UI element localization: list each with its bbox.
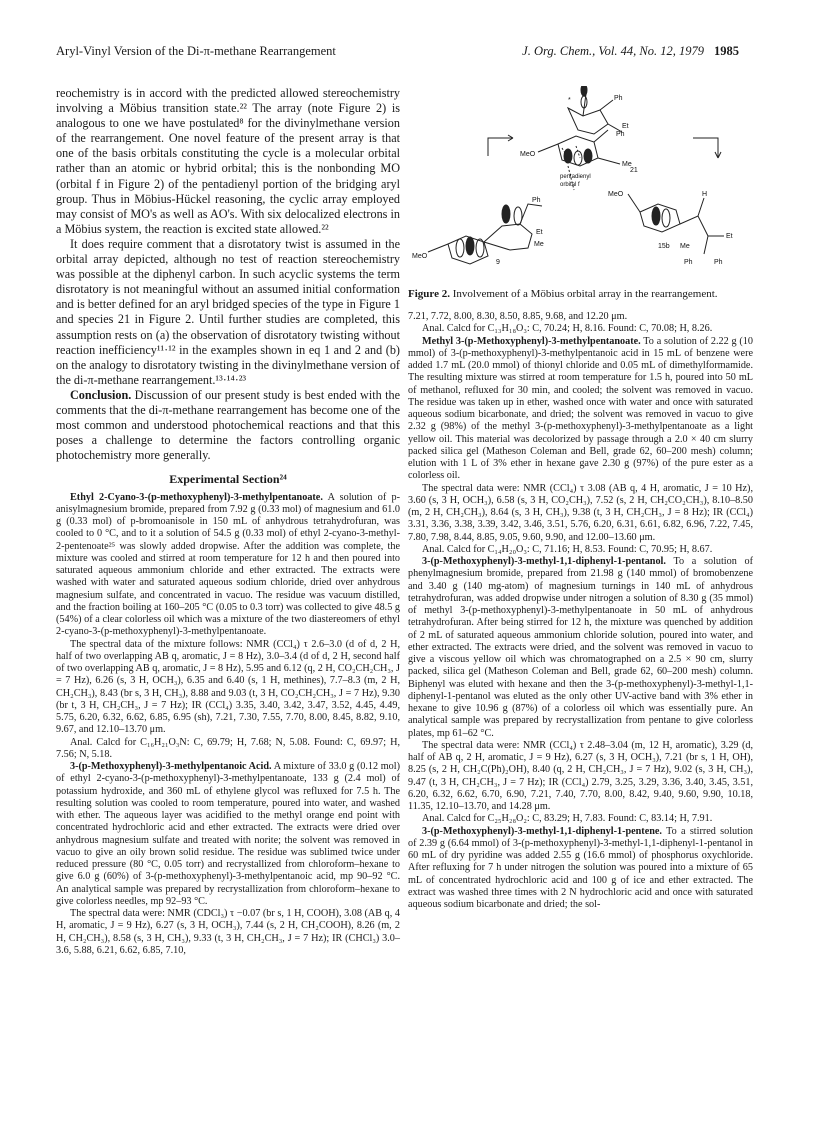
label-ph-left: Ph	[532, 197, 541, 204]
ethyl-analysis: Anal. Calcd for C₁₆H₂₁O₃N: C, 69.79; H, 7.68; N, 5.08. Found: C, 69.97; H, 7.56; N, 5.18.	[56, 736, 400, 760]
pentanol-analysis: Anal. Calcd for C₂₅H₂₈O₂: C, 83.29; H, 7.83. Found: C, 83.14; H, 7.91.	[422, 813, 713, 825]
caption-label: Figure 2.	[408, 288, 450, 300]
label-et-top: Et	[622, 123, 629, 130]
ethyl-procedure-text: A solution of p-anisylmagnesium bromide, prepared from 7.92 g (0.33 mol) of magnesium and 61.0 g (0.33 mol) of p-bromoanisole in 150 mL of anhydrous tetrahydrofuran, was cooled to 0 °C, and to it a solution of 54.5 g (0.33 mol) of ethyl 2-cyano-3-methyl-2-pentenoate²⁵ was slowly added dropwise. After the addition was complete, the mixture was cooled and stirred at room temperature for 12 h and then poured into saturated aqueous ammonium chloride and ether extracted. The extracts were washed with water and saturated aqueous sodium chloride, dried over anhydrous magnesium sulfate, and concentrated in vacuo. The residue was vacuum distilled, and the fraction boiling at 160–205 °C (0.05 to 0.3 torr) was collected to give 48.5 g (54%) of a clear colorless oil which was a mixture of the two diastereomers of ethyl 2-cyano-3-(p-methoxyphenyl)-3-methylpentanoate.	[56, 491, 400, 638]
pentanol-compound-heading: 3-(p-Methoxyphenyl)-3-methyl-1,1-diphenyl-1-pentanol.	[422, 556, 666, 567]
running-title: Aryl-Vinyl Version of the Di-π-methane Rearrangement	[56, 44, 336, 58]
label-21: 21	[630, 167, 638, 174]
experimental-section-title: Experimental Section²⁴	[169, 472, 287, 487]
label-ph-mid: Ph	[616, 131, 625, 138]
conclusion-heading: Conclusion.	[70, 387, 132, 402]
label-9: 9	[496, 259, 500, 266]
label-h: H	[702, 191, 708, 198]
pentanol-spectral-data: The spectral data were: NMR (CCl₄) τ 2.48–3.04 (m, 12 H, aromatic), 3.29 (d, half of AB q, 2 H, aromatic, J = 9 Hz), 6.27 (s, 3 H, OCH₃), 7.21 (br s, 1 H, OH), 8.25 (s, 2 H, CH₂C(Ph)₂OH), 8.40 (q, 2 H, CH₂CH₃, J = 7 Hz), 9.02 (s, 3 H, CH₃), 9.47 (t, 3 H, CH₂CH₃, J = 7 Hz); IR (CCl₄) 2.79, 3.25, 3.29, 3.36, 3.40, 3.45, 3.51, 6.20, 6.32, 6.62, 6.70, 6.90, 7.21, 7.40, 7.70, 8.00, 8.42, 9.40, 9.60, 9.90, 10.18, 11.35, 12.10–13.70, and 14.28 μm.	[408, 739, 753, 812]
label-orbital: orbital f	[560, 182, 580, 188]
journal-citation	[522, 44, 739, 59]
figure-caption	[408, 288, 753, 301]
acid-analysis: Anal. Calcd for C₁₃H₁₈O₃: C, 70.24; H, 8.16. Found: C, 70.08; H, 8.26.	[422, 323, 713, 335]
page-number: 1985	[714, 44, 739, 58]
label-et-left: Et	[536, 229, 543, 236]
label-pentadienyl: pentadienyl	[560, 174, 591, 180]
ethyl-spectral-data: The spectral data of the mixture follows: NMR (CCl₄) τ 2.6–3.0 (d of d, 2 H, half of two overlapping AB q, aromatic, J = 8 Hz), 3.0–3.4 (d of d, 2 H, second half of two overlapping AB q, aromatic, J = 8 Hz), 5.95 and 6.12 (q, 2 H, CO₂CH₂CH₃, J = 7 Hz), 6.26 (s, 3 H, OCH₃), 6.35 and 6.40 (s, 1 H, methines), 7.7–8.3 (m, 2 H, CH₂CH₃), 8.43 (br s, 3 H, CH₃), 8.88 and 9.03 (t, 3 H, CO₂CH₂CH₃, J = 7 Hz), 9.30 (br t, 3 H, CH₂CH₃, J = 7 Hz); IR (CCl₄) 3.35, 3.40, 3.42, 3.47, 3.52, 4.45, 4.49, 5.75, 6.20, 6.32, 6.62, 6.85, 6.95 (sh), 7.21, 7.30, 7.55, 7.70, 8.00, 8.45, 8.82, 9.10, 9.67, and 12.10–13.70 μm.	[56, 638, 400, 736]
right-column	[408, 86, 753, 911]
figure-2	[408, 86, 753, 286]
ethyl-compound-heading: Ethyl 2-Cyano-3-(p-methoxyphenyl)-3-methylpentanoate.	[70, 491, 323, 503]
label-ph-top: Ph	[614, 95, 623, 102]
ester-procedure	[408, 336, 753, 483]
mobius-orbital-diagram	[408, 86, 753, 286]
label-meo-right: MeO	[608, 191, 624, 198]
acid-ir-continued: 7.21, 7.72, 8.00, 8.30, 8.50, 8.85, 9.68, and 12.20 μm.	[408, 311, 628, 322]
ester-procedure-text: To a solution of 2.22 g (10 mmol) of 3-(p-methoxyphenyl)-3-methylpentanoic acid in 15 mL of benzene were added 1.7 mL (20.0 mmol) of thionyl chloride and 0.05 mL of dimethylformamide. The resulting mixture was stirred at room temperature for 1.5 h, poured into 50 mL of methanol, refluxed for 30 min, and cooled; the solvent was removed in vacuo. The residue was taken up in ether, washed once with water and once with saturated aqueous sodium bicarbonate, and dried; the solvent was removed in vacuo to give 2.32 g (98%) of the methyl 3-(p-methoxyphenyl)-3-methylpentanoate as a light yellow oil. This material was decolorized by passage through a 2.0 × 40 cm slurry packed silica gel (Matheson Coleman and Bell, grade 62, 60–200 mesh) column; elution with 1 L of 3% ether in hexane gave 2.30 g (97%) of the pure ester as a colorless oil.	[408, 335, 753, 482]
pentene-procedure-text: To a stirred solution of 2.39 g (6.64 mmol) of 3-(p-methoxyphenyl)-3-methyl-1,1-diphenyl-1-pentanol in 60 mL of dry pyridine was added 2.55 g (16.6 mmol) of phosphorus oxychloride. After refluxing for 7 h under nitrogen the solution was poured into a mixture of 65 mL of concentrated hydrochloric acid and 100 g of ice and ether extracted. The extract was washed three times with 2 N hydrochloric acid and once with saturated aqueous sodium bicarbonate and dried; the sol-	[408, 825, 753, 910]
label-star: *	[568, 97, 571, 104]
discussion-paragraph-2: It does require comment that a disrotatory twist is assumed in the orbital array depicted, although no test of reaction stereochemistry was possible at the diphenyl carbon. In such acyclic systems the term disrotatory is not meaningful without an assumed initial conformation and is better defined for an aryl bridged species of the type in Figure 1 and species 21 in Figure 2. Until further studies are completed, this assumption rests on (a) the observation of disrotatory twisting without reaction inefficiency¹¹·¹² in the examples shown in eq 1 and 2 and (b) on the analogy to disrotatory twisting in the divinylmethane version of the di-π-methane rearrangement.¹³·¹⁴·²³	[56, 236, 400, 387]
label-ph-right-1: Ph	[684, 259, 693, 266]
ester-compound-heading: Methyl 3-(p-Methoxyphenyl)-3-methylpentanoate.	[422, 335, 641, 347]
acid-compound-heading: 3-(p-Methoxyphenyl)-3-methylpentanoic Acid.	[70, 761, 272, 773]
ethyl-procedure	[56, 492, 400, 639]
acid-procedure-text: A mixture of 33.0 g (0.12 mol) of ethyl 2-cyano-3-(p-methoxyphenyl)-3-methylpentanoate, 133 g (2.4 mol) of potassium hydroxide, and 360 mL of ethylene glycol was refluxed for 7.5 h. The resulting solution was cooled to room temperature, poured into water, and washed with ether. The aqueous layer was acidified to the methyl orange end point with concentrated hydrochloric acid and ether extracted. The extracts were dried over anhydrous magnesium sulfate and treated with norite; the solvent was removed in vacuo to give an oily brown solid residue. The residue was sublimed twice under reduced pressure (80 °C, 0.05 torr) and recrystallized from chloroform–hexane to give 6.0 g (60%) of 3-(p-methoxyphenyl)-3-methylpentanoic acid, mp 90–92 °C. An analytical sample was prepared by recrystallization from chloroform–hexane to give colorless needles, mp 92–93 °C.	[56, 761, 400, 907]
ester-analysis: Anal. Calcd for C₁₄H₂₀O₃: C, 71.16; H, 8.53. Found: C, 70.95; H, 8.67.	[422, 543, 713, 555]
label-ph-right-2: Ph	[714, 259, 723, 266]
caption-text: Involvement of a Möbius orbital array in the rearrangement.	[449, 288, 718, 300]
pentene-procedure	[408, 826, 753, 912]
pentanol-procedure	[408, 556, 753, 740]
running-header	[56, 44, 739, 59]
label-15b: 15b	[658, 243, 670, 250]
pentene-compound-heading: 3-(p-Methoxyphenyl)-3-methyl-1,1-diphenyl-1-pentene.	[422, 825, 662, 837]
label-et-right: Et	[726, 233, 733, 240]
label-me-top: Me	[622, 161, 632, 168]
left-column	[56, 86, 400, 957]
label-meo-left: MeO	[412, 253, 428, 260]
conclusion-paragraph	[56, 388, 400, 463]
label-me-left: Me	[534, 241, 544, 248]
discussion-text	[56, 86, 400, 463]
pentanol-procedure-text: To a solution of phenylmagnesium bromide, prepared from 21.98 g (140 mmol) of bromobenzene and 3.40 g (140 mg-atom) of magnesium turnings in 140 mL of anhydrous tetrahydrofuran, was added dropwise under nitrogen a solution of 8.30 g (35 mmol) of methyl 3-(p-methoxyphenyl)-3-methylpentanoate in 50 mL of anhydrous tetrahydrofuran. After being stirred for 12 h, the mixture was quenched by addition of 2 mL of saturated aqueous ammonium chloride solution, poured into water, and ether extracted. The extracts were dried, and the solvent was removed in vacuo to give a viscous yellow oil which was chromatographed on a 2.5 × 90 cm, slurry packed, silica gel (Matheson Coleman and Bell, grade 62, 60–200 mesh) column. Biphenyl was eluted with hexane and then the 3-(p-methoxyphenyl)-3-methyl-1,1-diphenyl-1-pentanol was eluted as the only other UV-active band with 3% ether in hexane to give 10.96 g (87%) of a colorless oil which was essentially pure. An analytical sample was prepared by recrystallization from pentane to give colorless plates, mp 61–62 °C.	[408, 556, 753, 739]
ester-spectral-data: The spectral data were: NMR (CCl₄) τ 3.08 (AB q, 4 H, aromatic, J = 10 Hz), 3.60 (s, 3 H, OCH₃), 6.58 (s, 3 H, CO₂CH₃), 7.52 (s, 2 H, CH₂CO₂CH₃), 8.10–8.50 (m, 2 H, CH₂CH₃), 8.64 (s, 3 H, CH₃), 9.38 (t, 3 H, CH₂CH₃, J = 8 Hz); IR (CCl₄) 3.31, 3.36, 3.38, 3.39, 3.42, 3.46, 3.51, 5.76, 6.20, 6.31, 6.61, 6.82, 6.96, 7.22, 7.45, 7.80, 7.98, 8.44, 8.85, 9.05, 9.60, 9.90, and 12.00–13.60 μm.	[408, 482, 753, 543]
acid-procedure	[56, 761, 400, 908]
conclusion-text: Discussion of our present study is best ended with the comments that the di-π-methane rearrangement has become one of the most common and understood photochemical reactions and that this poses a challenge to determine the factors controlling organic photochemistry more generally.	[56, 387, 400, 463]
journal-name: J. Org. Chem., Vol. 44, No. 12, 1979	[522, 44, 704, 58]
discussion-paragraph-1: reochemistry is in accord with the predicted allowed stereochemistry involving a Möbius transition state.²² The array (note Figure 2) is analogous to one we have postulated⁸ for the divinylmethane version of the rearrangement. One novel feature of the present array is that one of the basis orbitals constituting the cycle is a molecular orbital rather than an atomic or hybrid orbital; this is the nonbonding MO (orbital f in Figure 2) of the pentadienyl portion of the bridging aryl group. Thus in Möbius-Hückel reasoning, the cyclic array employed may consist of MO's as well as AO's. With six delocalized electrons in a Möbius system, the reaction is excited state allowed.²²	[56, 86, 400, 236]
label-meo-top: MeO	[520, 151, 536, 158]
acid-spectral-data: The spectral data were: NMR (CDCl₃) τ −0.07 (br s, 1 H, COOH), 3.08 (AB q, 4 H, aromatic, J = 9 Hz), 6.27 (s, 3 H, OCH₃), 7.44 (s, 2 H, CH₂COOH), 8.26 (m, 2 H, CH₂CH₃), 8.58 (s, 3 H, CH₃), 9.33 (t, 3 H, CH₂CH₃, J = 7 Hz); IR (CHCl₃) 3.0–3.6, 5.88, 6.21, 6.62, 6.85, 7.10,	[56, 908, 400, 956]
label-me-right: Me	[680, 243, 690, 250]
